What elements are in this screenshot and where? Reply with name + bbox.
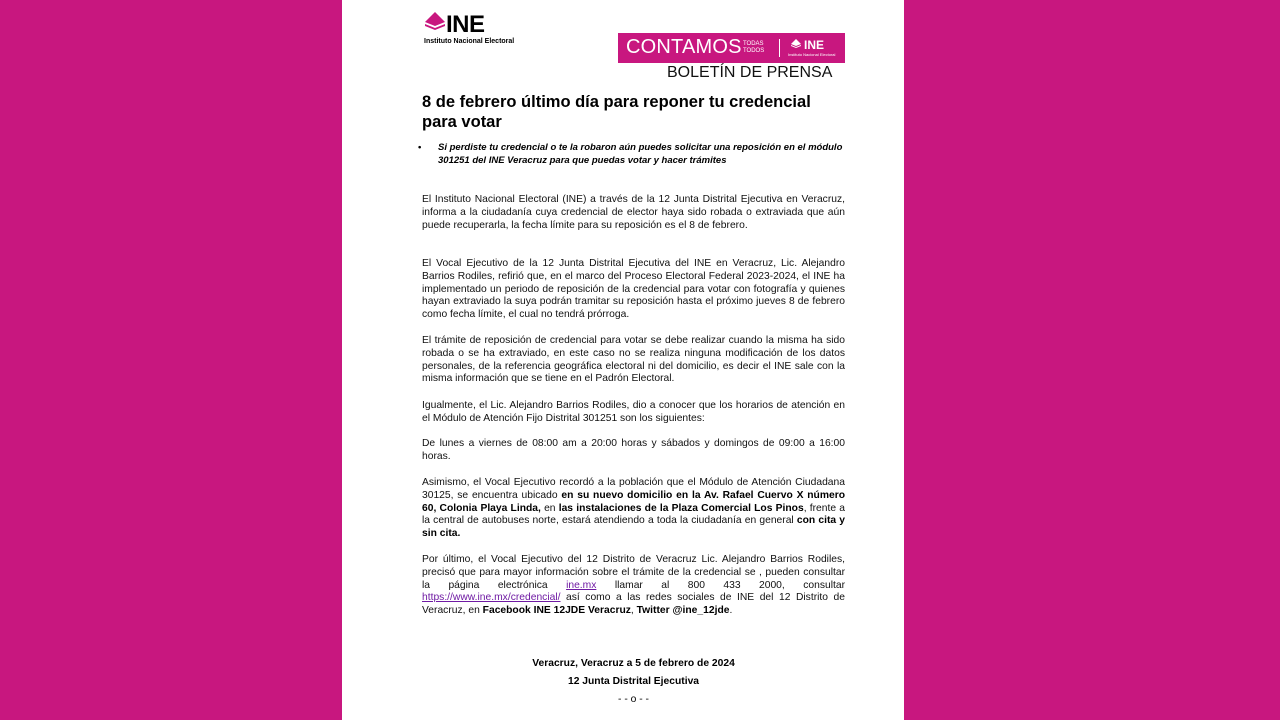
campaign-divider [779, 39, 780, 57]
ine-mx-link[interactable]: ine.mx [566, 579, 597, 591]
paragraph-4: Igualmente, el Lic. Alejandro Barrios Rodiles, dio a conocer que los horarios de atención en el Módulo de Atención Fijo Distrital 301251 son los siguientes: [422, 400, 845, 424]
p6-plaza-bold: las instalaciones de la Plaza Comercial Los Pinos [558, 502, 804, 514]
paragraph-2: El Vocal Ejecutivo de la 12 Junta Distrital Ejecutiva del INE en Veracruz, Lic. Alejandro Barrios Rodiles, refirió que, en el marco del Proceso Electoral Federal 2023-2024, el INE ha implementado un periodo de reposición de la credencial para votar con fotografía y quienes hayan extraviado la suya podrán tramitar su reposición hasta el próximo jueves 8 de febrero como fecha límite, el cual no tendrá prórroga. [422, 258, 845, 321]
p6-text-2: en [540, 502, 559, 514]
paragraph-1: El Instituto Nacional Electoral (INE) a través de la 12 Junta Distrital Ejecutiva en Veracruz, informa a la ciudadanía cuya credencial de elector haya sido robada o extraviada que aún puede recuperarla, la fecha límite para su reposición es el 8 de febrero. [422, 194, 845, 231]
p7-text-2: llamar al 800 433 2000, consultar [596, 579, 845, 591]
footer-place-date: Veracruz, Veracruz a 5 de febrero de 2024 [532, 658, 735, 669]
p7-text-5: . [729, 605, 733, 617]
press-release-title: 8 de febrero último día para reponer tu credencial para votar [422, 93, 811, 131]
footer-end-mark: - - o - - [618, 694, 649, 705]
campaign-small-2: TODOS [743, 48, 765, 54]
bullet-marker: • [418, 142, 422, 153]
p6-text-1: Asimismo, el Vocal Ejecutivo recordó a la población que el Módulo de Atención Ciudadana 30125, se encuentra ubicado [422, 477, 845, 501]
campaign-ine-subtitle: Instituto Nacional Electoral [788, 52, 836, 57]
paragraph-5-schedule: De lunes a viernes de 08:00 am a 20:00 horas y sábados y domingos de 09:00 a 16:00 horas. [422, 438, 845, 462]
bullet-text: Si perdiste tu credencial o te la robaron aún puedes solicitar una reposición en el módulo 301251 del INE Veracruz para que puedas votar y hacer trámites [438, 142, 843, 166]
p6-text-3: , frente a la central de autobuses norte, estará atendiendo a toda la ciudadanía en general [422, 502, 845, 527]
ine-logo-text: INE [446, 11, 485, 38]
paragraph-7-contact [422, 554, 845, 618]
p6-address-bold: en su nuevo domicilio en la Av. Rafael Cuervo X número 60, Colonia Playa Linda, [422, 489, 846, 514]
paragraph-3: El trámite de reposición de credencial para votar se debe realizar cuando la misma ha sido robada o se ha extraviado, en este caso no se realiza ninguna modificación de los datos personales, de la referencia geográfica electoral ni del domicilio, es decir el INE sale con la misma información que se tiene en el Padrón Electoral. [422, 335, 845, 385]
ine-logo-subtitle: Instituto Nacional Electoral [424, 38, 515, 45]
paragraph-6-address [422, 477, 845, 541]
p7-text-3: así como a las redes sociales de INE del 12 Distrito de Veracruz, en [422, 592, 845, 617]
ine-diamond-icon [424, 12, 446, 36]
ine-logo [424, 12, 514, 48]
footer-office: 12 Junta Distrital Ejecutiva [567, 676, 700, 687]
contamos-banner [618, 33, 845, 63]
campaign-ine-text: INE [804, 38, 825, 52]
p7-text-4: , [630, 605, 637, 617]
ine-diamond-icon [790, 39, 802, 51]
credencial-link[interactable]: https://www.ine.mx/credencial/ [422, 592, 561, 604]
campaign-main-text: CONTAMOS [626, 36, 742, 58]
facebook-handle: Facebook INE 12JDE Veracruz [482, 605, 631, 617]
p6-cita-bold: con cita y sin cita. [422, 515, 845, 540]
campaign-small-1: TODAS [743, 41, 764, 47]
press-release-page [342, 0, 904, 720]
summary-bullet [418, 141, 848, 167]
p7-text-1: Por último, el Vocal Ejecutivo del 12 Distrito de Veracruz Lic. Alejandro Barrios Rodiles, precisó que para mayor información sobre el trámite de la credencial se , pueden consultar la página electrónica [422, 554, 845, 591]
boletin-heading: BOLETÍN DE PRENSA [667, 64, 833, 81]
twitter-handle: Twitter @ine_12jde [636, 605, 730, 617]
